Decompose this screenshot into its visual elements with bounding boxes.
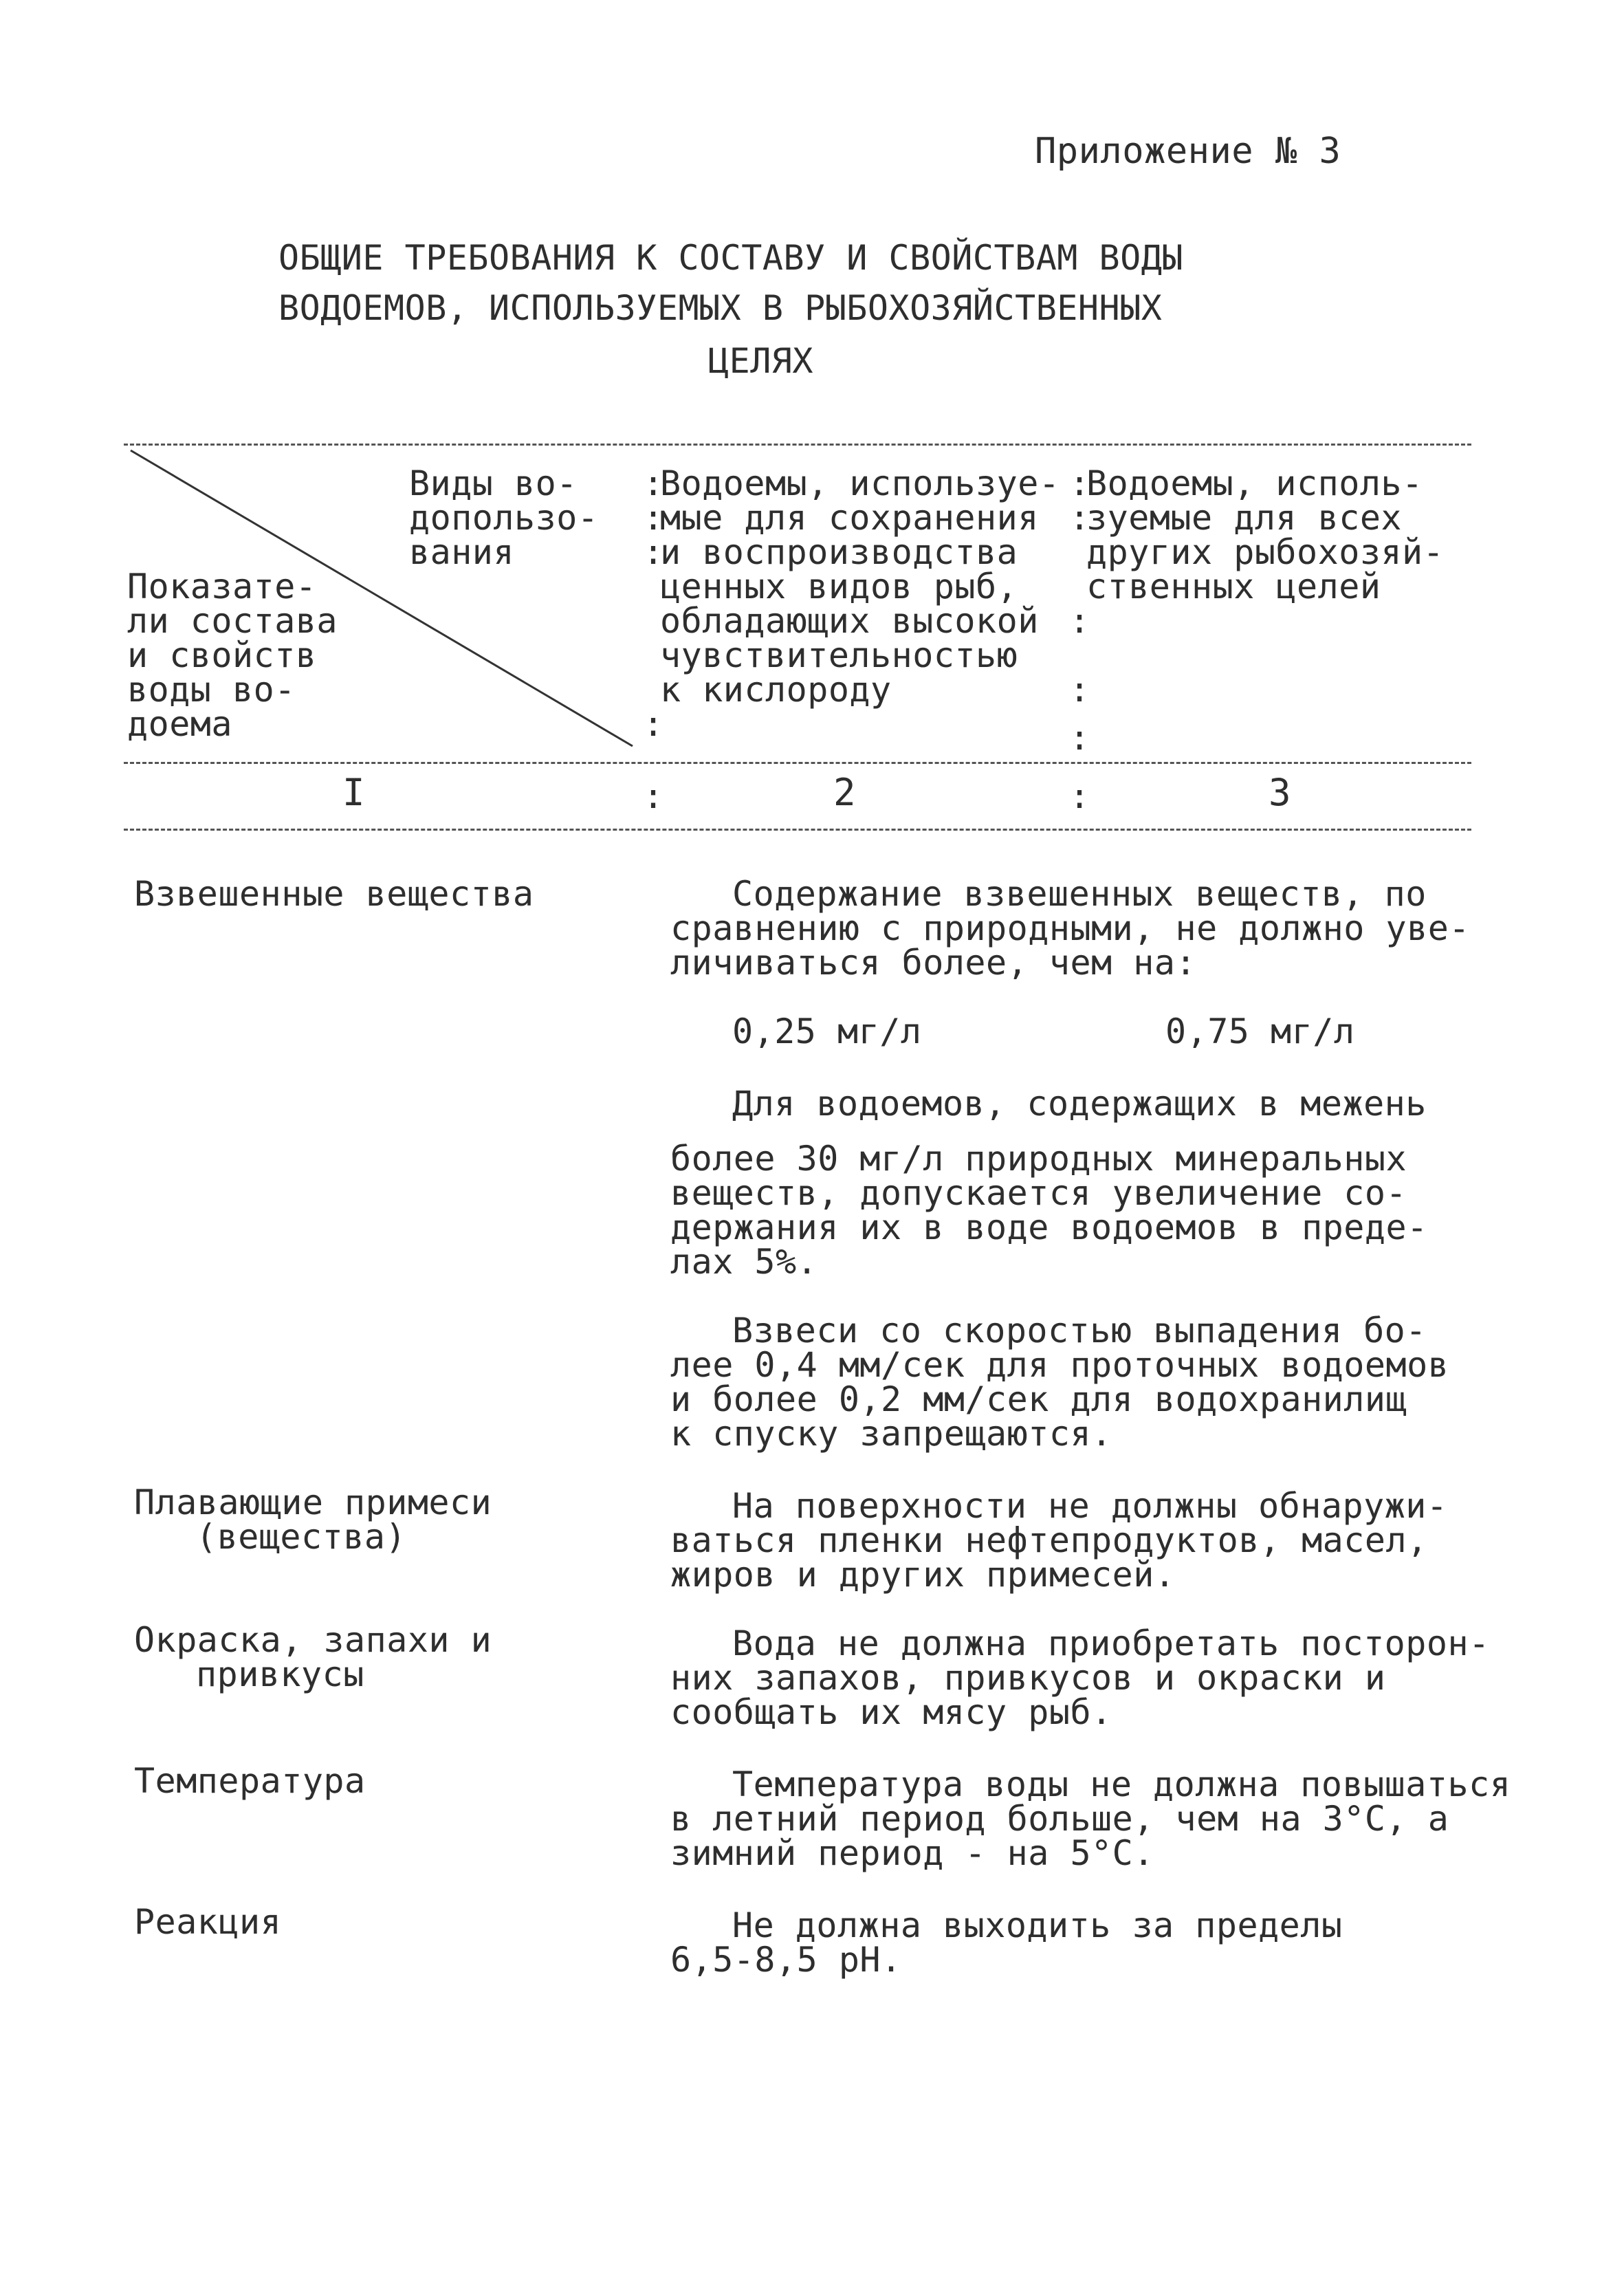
corner-bottom-line-3: и свойств xyxy=(127,635,317,675)
col2-header-line-3: и воспроизводства xyxy=(660,532,1018,572)
row-label-suspended: Взвешенные вещества xyxy=(134,874,534,914)
corner-bottom-line-4: воды во- xyxy=(127,670,296,710)
suspended-para1-line-2: сравнению с природными, не должно уве- xyxy=(670,908,1470,948)
col2-header-line-2: мые для сохранения xyxy=(660,498,1039,538)
col2-header-line-4: ценных видов рыб, xyxy=(660,567,1018,606)
floating-text-line-3: жиров и других примесей. xyxy=(670,1555,1176,1595)
document-page: Приложение № 3 ОБЩИЕ ТРЕБОВАНИЯ К СОСТАВУ И СВОЙСТВАМ ВОДЫ ВОДОЕМОВ, ИСПОЛЬЗУЕМЫХ В РЫБОХОЗЯЙСТВЕННЫХ ЦЕЛЯХ Виды во- допользо- вания Показате- ли состава и свойств воды во- доема : : : : : : : : : Водоемы, используе- мые для сохранения и воспроизводства ценных видов рыб, обладающих высокой чувствительностью к кислороду Водоемы, исполь- зуемые для всех других рыбохозяй- ственных целей I : 2 : 3 Взвешенные вещества Содержание взвешенных веществ, по сравнению с природными, не должно уве- личиваться более, чем на: 0,25 мг/л 0,75 мг/л Для водоемов, содержащих в межень более 30 мг/л природных минеральных веществ, допускается увеличение со- держания их в воде водоемов в преде- лах 5%. Взвеси со скоростью выпадения бо- лее 0,4 мм/сек для проточных водоемов и более 0,2 мм/сек для водохранилищ к спуску запрещаются. Плавающие примеси (вещества) На поверхности не должны обнаружи- ваться пленки нефтепродуктов, масел, жиров и других примесей. Окраска, запахи и привкусы Вода не должна приобретать посторон- них запахов, привкусов и окраски и сообщать их мясу рыб. Температура Температура воды не должна повышаться в летний период больше, чем на 3°С, а зимний период - на 5°С. Реакция Не должна выходить за пределы 6,5-8,5 рН. xyxy=(0,0,1624,2274)
suspended-para4-line-4: к спуску запрещаются. xyxy=(670,1414,1112,1454)
corner-top-line-2: допользо- xyxy=(409,498,599,538)
col2-header-line-7: к кислороду xyxy=(660,670,892,710)
row-label-reaction: Реакция xyxy=(134,1902,282,1942)
title-line-1: ОБЩИЕ ТРЕБОВАНИЯ К СОСТАВУ И СВОЙСТВАМ ВОДЫ xyxy=(278,238,1183,278)
color-text-line-3: сообщать их мясу рыб. xyxy=(670,1692,1112,1732)
floating-text-line-1: На поверхности не должны обнаружи- xyxy=(732,1486,1448,1526)
color-text-line-2: них запахов, привкусов и окраски и xyxy=(670,1658,1386,1698)
col2-header-line-1: Водоемы, используе- xyxy=(660,463,1060,503)
floating-text-line-2: ваться пленки нефтепродуктов, масел, xyxy=(670,1520,1428,1560)
col2-header-line-6: чувствительностью xyxy=(660,635,1018,675)
corner-top-line-1: Виды во- xyxy=(409,463,578,503)
reaction-text-line-2: 6,5-8,5 рН. xyxy=(670,1940,902,1980)
column-number-3: 3 xyxy=(1269,771,1292,814)
suspended-value-col3: 0,75 мг/л xyxy=(1165,1012,1355,1051)
suspended-para4-line-3: и более 0,2 мм/сек для водохранилищ xyxy=(670,1379,1407,1419)
suspended-para3-line-2: веществ, допускается увеличение со- xyxy=(670,1173,1407,1213)
row-label-color-line-1: Окраска, запахи и xyxy=(134,1620,492,1660)
corner-bottom-line-1: Показате- xyxy=(127,567,317,606)
suspended-para3-line-1: более 30 мг/л природных минеральных xyxy=(670,1139,1407,1179)
title-line-3: ЦЕЛЯХ xyxy=(708,341,814,381)
title-line-2: ВОДОЕМОВ, ИСПОЛЬЗУЕМЫХ В РЫБОХОЗЯЙСТВЕННЫХ xyxy=(278,288,1163,328)
suspended-para2-line-1: Для водоемов, содержащих в межень xyxy=(732,1084,1427,1124)
row-label-temperature: Температура xyxy=(134,1761,366,1801)
row-label-floating-line-2: (вещества) xyxy=(196,1517,407,1557)
temperature-text-line-2: в летний период больше, чем на 3°С, а xyxy=(670,1799,1449,1839)
row-label-floating-line-1: Плавающие примеси xyxy=(134,1483,492,1522)
suspended-para4-line-1: Взвеси со скоростью выпадения бо- xyxy=(732,1311,1427,1351)
column-number-1: I xyxy=(342,771,366,814)
suspended-para1-line-1: Содержание взвешенных веществ, по xyxy=(732,874,1427,914)
suspended-para3-line-3: держания их в воде водоемов в преде- xyxy=(670,1207,1428,1247)
appendix-label: Приложение № 3 xyxy=(1035,131,1341,172)
corner-bottom-line-2: ли состава xyxy=(127,601,338,641)
corner-top-line-3: вания xyxy=(409,532,515,572)
temperature-text-line-1: Температура воды не должна повышаться xyxy=(732,1764,1511,1804)
color-text-line-1: Вода не должна приобретать посторон- xyxy=(732,1623,1490,1663)
header-bottom-rule xyxy=(124,762,1471,764)
col2-header-line-5: обладающих высокой xyxy=(660,601,1039,641)
suspended-para3-line-4: лах 5%. xyxy=(670,1242,818,1282)
numbers-bottom-rule xyxy=(124,829,1471,831)
temperature-text-line-3: зимний период - на 5°С. xyxy=(670,1833,1154,1873)
col3-header-line-3: других рыбохозяй- xyxy=(1086,532,1445,572)
corner-bottom-line-5: доема xyxy=(127,704,233,744)
suspended-value-col2: 0,25 мг/л xyxy=(732,1012,922,1051)
row-label-color-line-2: привкусы xyxy=(196,1654,364,1694)
reaction-text-line-1: Не должна выходить за пределы xyxy=(732,1905,1343,1945)
suspended-para1-line-3: личиваться более, чем на: xyxy=(670,943,1197,983)
column-number-2: 2 xyxy=(833,771,857,814)
col3-header-line-2: зуемые для всех xyxy=(1086,498,1403,538)
suspended-para4-line-2: лее 0,4 мм/сек для проточных водоемов xyxy=(670,1345,1449,1385)
col3-header-line-4: ственных целей xyxy=(1086,567,1381,606)
col3-header-line-1: Водоемы, исполь- xyxy=(1086,463,1423,503)
